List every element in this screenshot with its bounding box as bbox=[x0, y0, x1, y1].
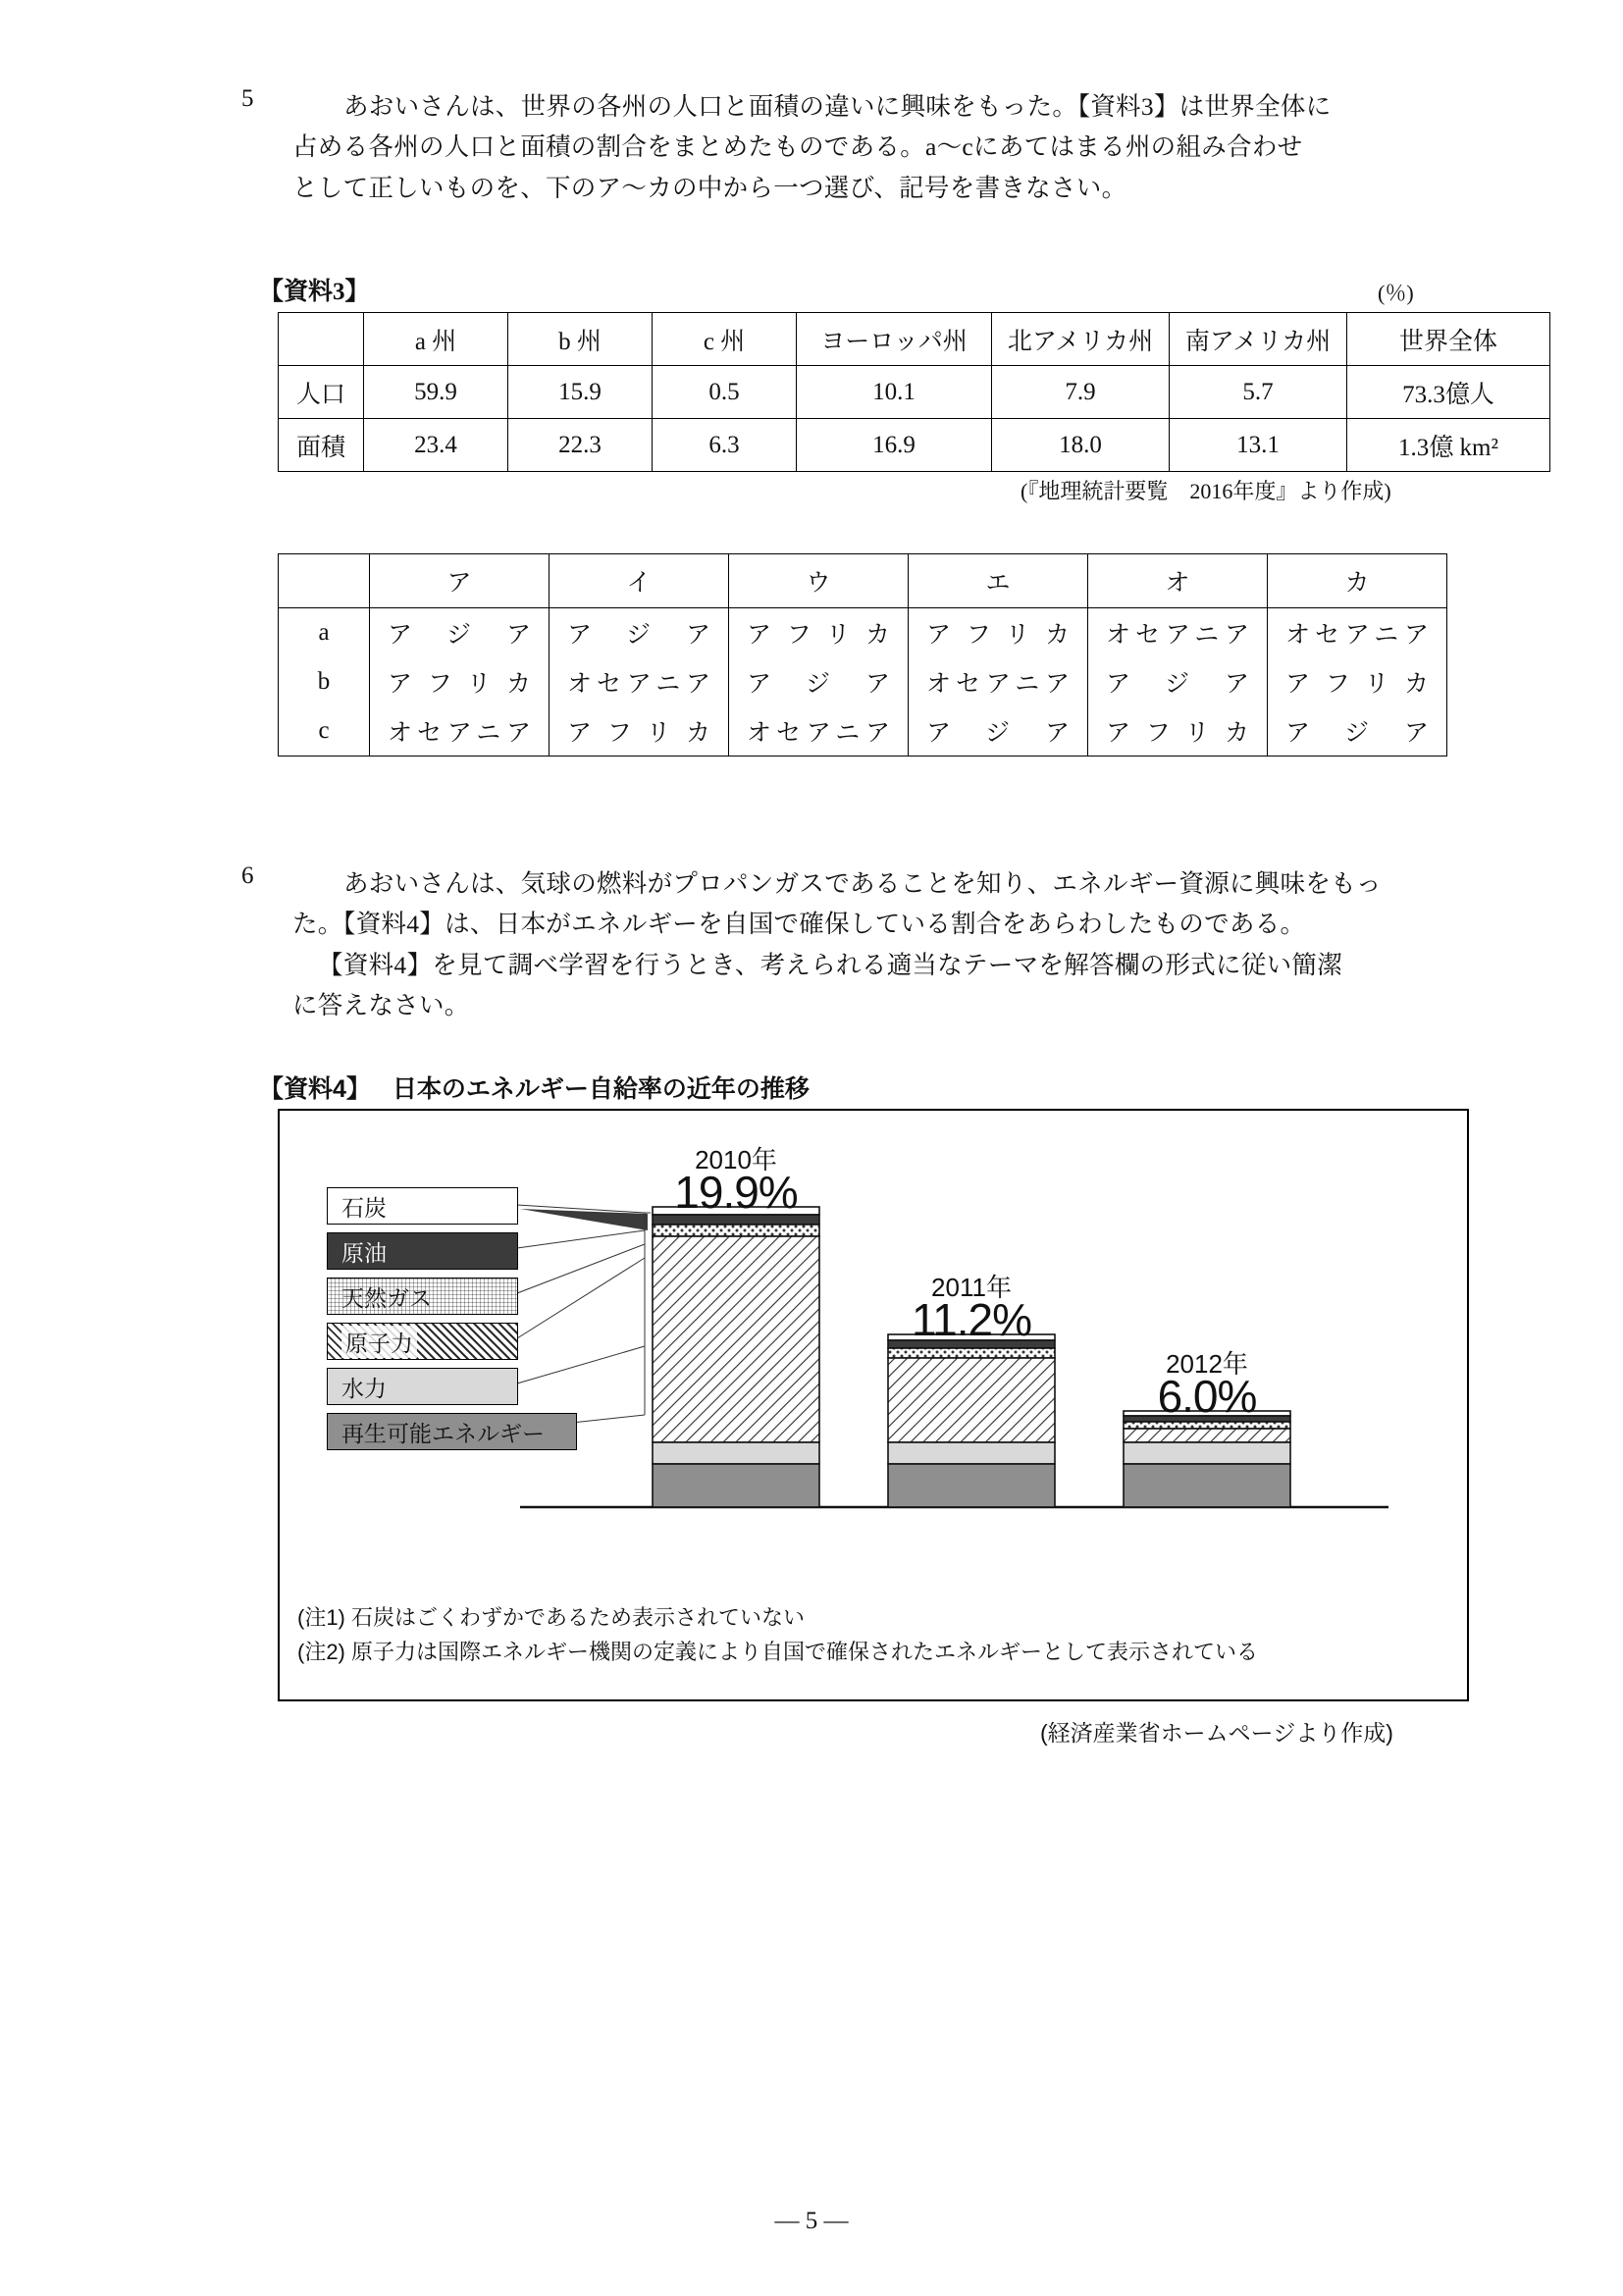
shiryo4-heading bbox=[259, 1070, 810, 1105]
legend-label-crude-oil: 原油 bbox=[341, 1239, 387, 1266]
shiryo3-table bbox=[278, 312, 1550, 472]
question-5-line-1: あおいさんは、世界の各州の人口と面積の違いに興味をもった。【資料3】は世界全体に bbox=[343, 92, 1332, 121]
cell-population-europe: 10.1 bbox=[797, 366, 992, 419]
question-5-text bbox=[241, 86, 1458, 208]
cell-population-c: 0.5 bbox=[653, 366, 797, 419]
choice-header-i: イ bbox=[550, 554, 729, 608]
cell-population-world: 73.3億人 bbox=[1347, 366, 1550, 419]
table-row bbox=[279, 366, 1550, 419]
shiryo4-figure bbox=[278, 1109, 1469, 1701]
cell-area-europe: 16.9 bbox=[797, 419, 992, 472]
cell-population-south-america: 5.7 bbox=[1170, 366, 1347, 419]
choice-row-b bbox=[279, 657, 1447, 706]
bar-2012 bbox=[1124, 1411, 1290, 1507]
cell-population-b: 15.9 bbox=[508, 366, 653, 419]
bar-value-2012: 6.0% bbox=[1157, 1371, 1257, 1422]
cell-area-world: 1.3億 km² bbox=[1347, 419, 1550, 472]
row-header-area: 面積 bbox=[279, 419, 364, 472]
column-header-europe: ヨーロッパ州 bbox=[797, 313, 992, 366]
question-6-number: 6 bbox=[241, 862, 254, 889]
choice-header-ka: カ bbox=[1268, 554, 1447, 608]
choice-cell-a-u: アフリカ bbox=[747, 622, 890, 649]
table-corner-cell bbox=[279, 313, 364, 366]
choice-cell-c-e: アジア bbox=[926, 720, 1070, 747]
legend-label-nuclear: 原子力 bbox=[341, 1326, 417, 1358]
legend-item-nuclear bbox=[327, 1323, 518, 1360]
choice-cell-a-i: アジア bbox=[567, 622, 710, 649]
figure-note-2: (注2) 原子力は国際エネルギー機関の定義により自国で確保されたエネルギーとして表示されている bbox=[297, 1640, 1259, 1664]
choice-header-o: オ bbox=[1088, 554, 1268, 608]
shiryo4-label: 【資料4】 bbox=[259, 1075, 371, 1103]
shiryo3-label: 【資料3】 bbox=[259, 279, 370, 305]
choice-cell-b-e: オセアニア bbox=[926, 671, 1070, 698]
bar-year-2010: 2010年 bbox=[695, 1145, 777, 1174]
question-6-text bbox=[241, 863, 1458, 1025]
column-header-c: c 州 bbox=[653, 313, 797, 366]
choice-row-label-c: c bbox=[279, 706, 370, 757]
table-row bbox=[279, 419, 1550, 472]
column-header-a: a 州 bbox=[364, 313, 508, 366]
choice-cell-b-u: アジア bbox=[747, 671, 890, 698]
question-5-line-2: 占める各州の人口と面積の割合をまとめたものである。a〜cにあてはまる州の組み合わせ bbox=[292, 132, 1303, 162]
choice-cell-a-o: オセアニア bbox=[1106, 622, 1249, 649]
table-header-row bbox=[279, 313, 1550, 366]
legend-item-renewable bbox=[327, 1413, 577, 1450]
choice-corner-cell bbox=[279, 554, 370, 608]
choice-header-a: ア bbox=[370, 554, 550, 608]
bar-2010 bbox=[653, 1207, 819, 1507]
legend-label-coal: 石炭 bbox=[341, 1194, 387, 1221]
cell-area-north-america: 18.0 bbox=[992, 419, 1170, 472]
question-5-line-3: として正しいものを、下のア〜カの中から一つ選び、記号を書きなさい。 bbox=[292, 173, 1127, 202]
question-6-line-1: あおいさんは、気球の燃料がプロパンガスであることを知り、エネルギー資源に興味をもっ bbox=[343, 869, 1382, 898]
choice-cell-b-ka: アフリカ bbox=[1285, 671, 1429, 698]
column-header-north-america: 北アメリカ州 bbox=[992, 313, 1170, 366]
choice-cell-a-a: アジア bbox=[388, 622, 531, 649]
bar-year-2012: 2012年 bbox=[1166, 1349, 1248, 1379]
legend-item-crude-oil bbox=[327, 1232, 518, 1270]
question-6-line-4: に答えなさい。 bbox=[292, 990, 470, 1019]
cell-area-a: 23.4 bbox=[364, 419, 508, 472]
question-5 bbox=[241, 86, 1458, 208]
choice-cell-b-o: アジア bbox=[1106, 671, 1249, 698]
legend-label-hydro: 水力 bbox=[341, 1375, 387, 1401]
column-header-b: b 州 bbox=[508, 313, 653, 366]
choice-header-e: エ bbox=[909, 554, 1088, 608]
bar-value-2011: 11.2% bbox=[911, 1294, 1032, 1345]
choice-cell-c-a: オセアニア bbox=[388, 720, 531, 747]
shiryo3-source: (『地理統計要覧 2016年度』より作成) bbox=[1021, 479, 1391, 503]
shiryo4-title-text: 日本のエネルギー自給率の近年の推移 bbox=[392, 1075, 810, 1103]
column-header-south-america: 南アメリカ州 bbox=[1170, 313, 1347, 366]
cell-area-south-america: 13.1 bbox=[1170, 419, 1347, 472]
legend-label-renewable: 再生可能エネルギー bbox=[341, 1420, 545, 1446]
choice-cell-b-i: オセアニア bbox=[567, 671, 710, 698]
choice-cell-c-i: アフリカ bbox=[567, 720, 710, 747]
choice-cell-c-ka: アジア bbox=[1285, 720, 1429, 747]
choice-header-row bbox=[279, 554, 1447, 608]
bar-value-2010: 19.9% bbox=[674, 1167, 798, 1218]
choice-table bbox=[278, 553, 1447, 757]
question-6 bbox=[241, 863, 1458, 1025]
question-6-line-3: 【資料4】を見て調べ学習を行うとき、考えられる適当なテーマを解答欄の形式に従い簡潔 bbox=[318, 950, 1343, 979]
choice-row-label-b: b bbox=[279, 657, 370, 706]
legend-item-hydro bbox=[327, 1368, 518, 1405]
choice-cell-a-ka: オセアニア bbox=[1285, 622, 1429, 649]
page-number: — 5 — bbox=[774, 2208, 849, 2234]
cell-area-b: 22.3 bbox=[508, 419, 653, 472]
choice-header-u: ウ bbox=[729, 554, 909, 608]
legend-label-natural-gas: 天然ガス bbox=[341, 1284, 432, 1311]
figure-note-1: (注1) 石炭はごくわずかであるため表示されていない bbox=[297, 1605, 806, 1630]
question-5-number: 5 bbox=[241, 85, 254, 112]
shiryo3-unit-note: (％) bbox=[1378, 281, 1414, 305]
choice-cell-c-u: オセアニア bbox=[747, 720, 890, 747]
choice-row-a bbox=[279, 608, 1447, 658]
shiryo4-source: (経済産業省ホームページより作成) bbox=[1040, 1720, 1393, 1746]
choice-cell-c-o: アフリカ bbox=[1106, 720, 1249, 747]
choice-cell-b-a: アフリカ bbox=[388, 671, 531, 698]
legend-item-coal bbox=[327, 1187, 518, 1225]
question-6-line-2: た。【資料4】は、日本がエネルギーを自国で確保している割合をあらわしたものである。 bbox=[292, 910, 1306, 939]
bar-year-2011: 2011年 bbox=[931, 1273, 1012, 1302]
choice-row-c bbox=[279, 706, 1447, 757]
bar-2011 bbox=[888, 1334, 1055, 1507]
cell-population-north-america: 7.9 bbox=[992, 366, 1170, 419]
legend-item-natural-gas bbox=[327, 1278, 518, 1315]
choice-row-label-a: a bbox=[279, 608, 370, 658]
column-header-world: 世界全体 bbox=[1347, 313, 1550, 366]
row-header-population: 人口 bbox=[279, 366, 364, 419]
cell-population-a: 59.9 bbox=[364, 366, 508, 419]
cell-area-c: 6.3 bbox=[653, 419, 797, 472]
choice-cell-a-e: アフリカ bbox=[926, 622, 1070, 649]
